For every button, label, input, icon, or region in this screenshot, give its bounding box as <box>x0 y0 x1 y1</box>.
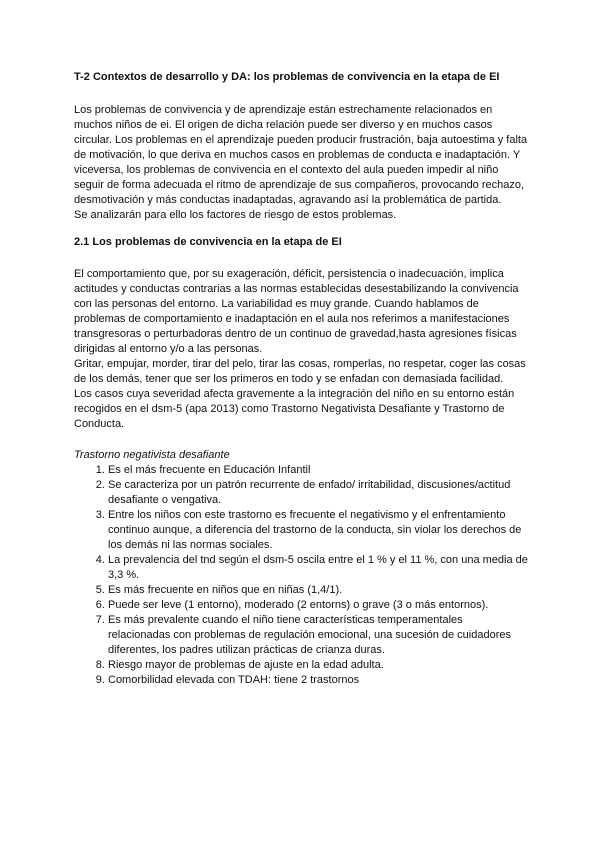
list-item: 1. Es el más frecuente en Educación Infantil <box>108 463 528 478</box>
list-item: 6. Puede ser leve (1 entorno), moderado (2 entorns) o grave (3 o más entornos). <box>108 598 528 613</box>
intro-note: Se analizarán para ello los factores de riesgo de estos problemas. <box>74 209 397 221</box>
list-item: 8. Riesgo mayor de problemas de ajuste en la edad adulta. <box>108 658 528 673</box>
intro-paragraph: Los problemas de convivencia y de aprendizaje están estrechamente relacionados en muchos niños de ei. El origen de dicha relación puede ser diverso y en muchos casos circular. Los problemas en el aprendizaje pueden producir frustración, baja autoestima y falta de motivación, lo que deriva en muchos casos en problemas de conducta e inadaptación. Y viceversa, los problemas de convivencia en el contexto del aula pueden impedir al niño seguir de forma adecuada el ritmo de aprendizaje de sus compañeros, provocando rechazo, desmotivación y más conductas inadaptadas, agravando así la problemática de partida. <box>74 104 528 206</box>
section-paragraph-1: El comportamiento que, por su exageración, déficit, persistencia o inadecuación, implica actitudes y conductas contrarias a las normas establecidas desestabilizando la convivencia con las personas del entorno. La variabilidad es muy grande. Cuando hablamos de problemas de comportamiento e inadaptación en el aula nos referimos a manifestaciones transgresoras o perturbadoras dentro de un continuo de gravedad,hasta agresiones físicas dirigidas al entorno y/o a las personas. <box>74 268 519 355</box>
list-item: 3. Entre los niños con este trastorno es frecuente el negativismo y el enfrentamiento continuo aunque, a diferencia del trastorno de la conducta, sin violar los derechos de los demás ni las normas sociales. <box>108 508 528 553</box>
list-item: 7. Es más prevalente cuando el niño tiene características temperamentales relacionadas con problemas de regulación emocional, una sucesión de cuidadores diferentes, los padres utilizan prácticas de crianza duras. <box>108 613 528 658</box>
subsection-title: Trastorno negativista desafiante <box>74 449 230 461</box>
section-title: 2.1 Los problemas de convivencia en la etapa de EI <box>74 236 342 248</box>
document-title: T-2 Contextos de desarrollo y DA: los problemas de convivencia en la etapa de EI <box>74 71 500 83</box>
section-paragraph-3: Los casos cuya severidad afecta gravemente a la integración del niño en su entorno están recogidos en el dsm-5 (apa 2013) como Trastorno Negativista Desafiante y Trastorno de Conducta. <box>74 388 515 430</box>
criteria-list <box>74 463 528 688</box>
list-item: 5. Es más frecuente en niños que en niñas (1,4/1). <box>108 583 528 598</box>
list-item: 4. La prevalencia del tnd según el dsm-5 oscila entre el 1 % y el 11 %, con una media de 3,3 %. <box>108 553 528 583</box>
section-paragraph-2: Gritar, empujar, morder, tirar del pelo, tirar las cosas, romperlas, no respetar, coger las cosas de los demás, tener que ser los primeros en todo y se enfadan con demasiada facilidad. <box>74 358 526 385</box>
list-item: 2. Se caracteriza por un patrón recurrente de enfado/ irritabilidad, discusiones/actitud desafiante o vengativa. <box>108 478 528 508</box>
list-item: 9. Comorbilidad elevada con TDAH: tiene 2 trastornos <box>108 673 528 688</box>
